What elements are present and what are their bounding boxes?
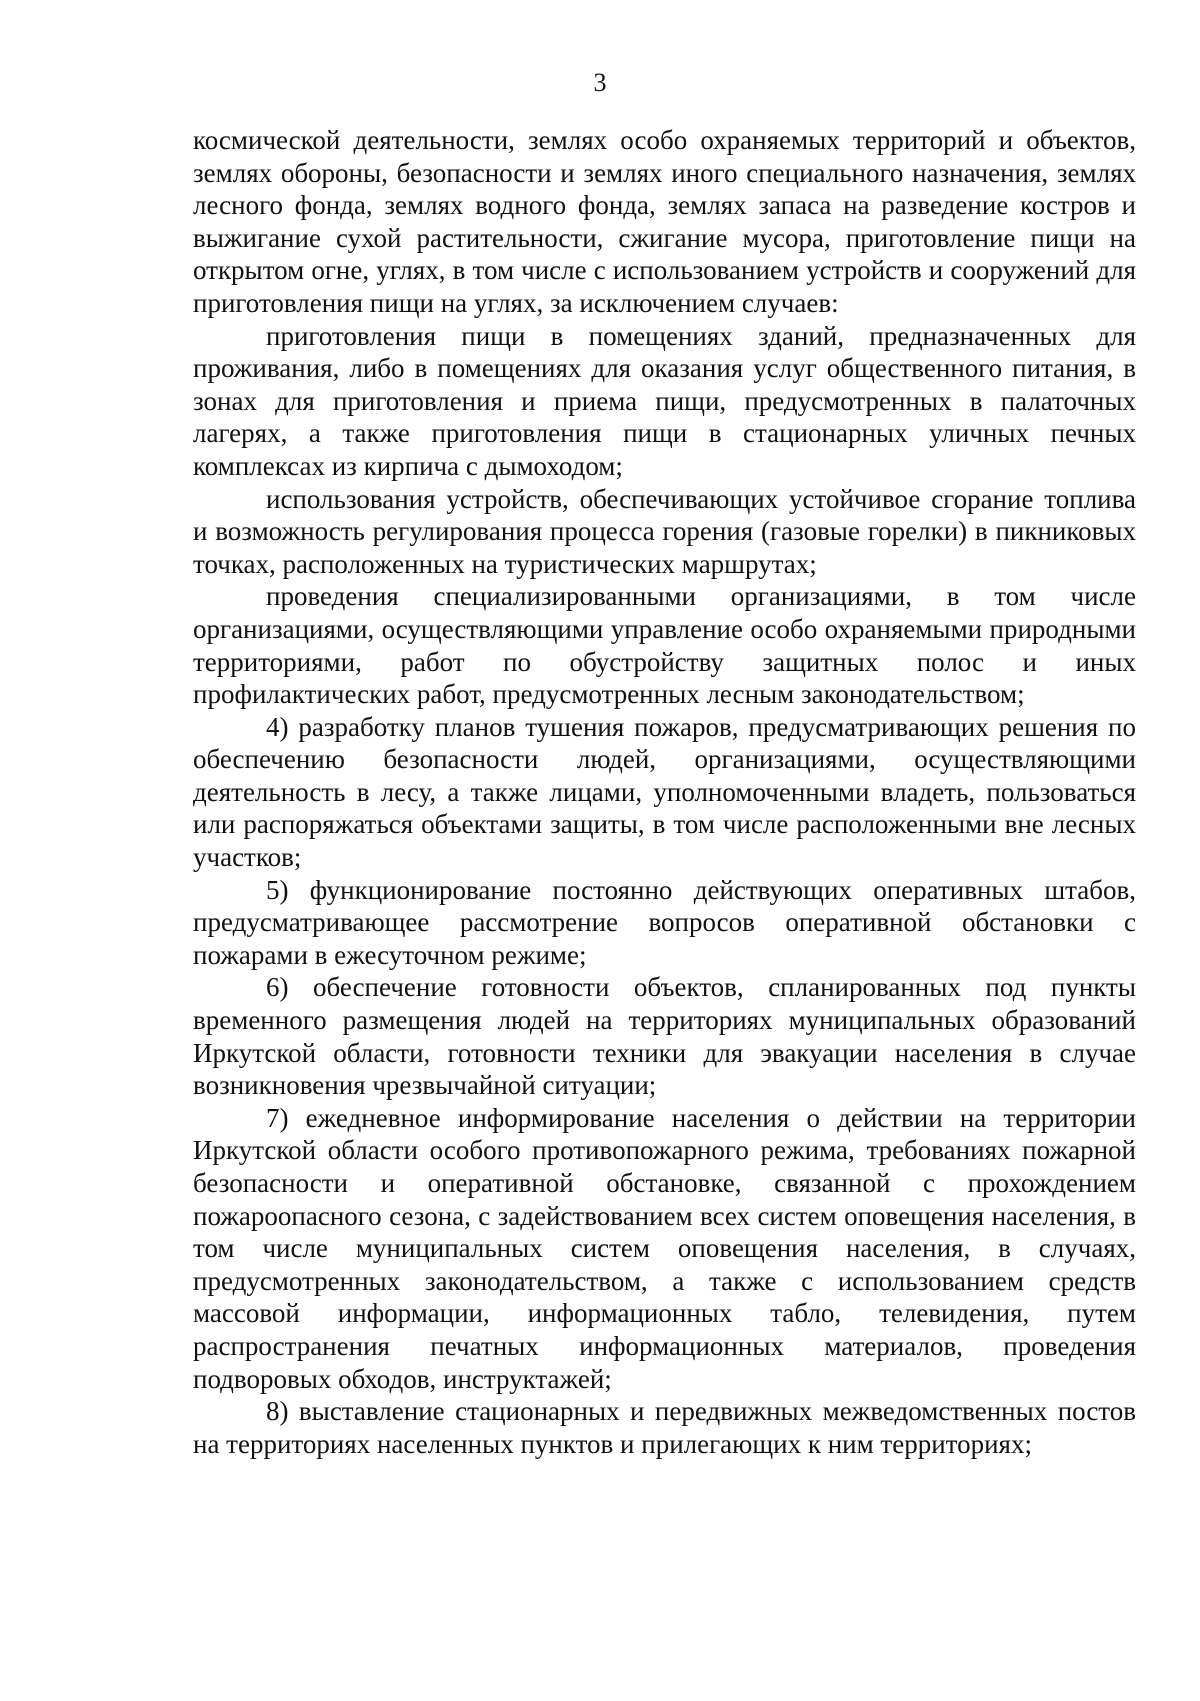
paragraph-item-7: 7) ежедневное информирование населения о действии на территории Иркутской области особого противопожарного режима, требованиях пожарной безопасности и оперативной обстановке, связанной с прохождением пожароопасного сезона, с задействованием всех систем оповещения населения, в том числе муниципальных систем оповещения населения, в случаях, предусмотренных законодательством, а также с использованием средств массовой информации, информационных табло, телевидения, путем распространения печатных информационных материалов, проведения подворовых обходов, инструктажей; [193,1102,1136,1394]
paragraph-item-8: 8) выставление стационарных и передвижных межведомственных постов на территориях населенных пунктов и прилегающих к ним территориях; [193,1396,1136,1459]
document-body [193,124,1136,1460]
paragraph-item-4: 4) разработку планов тушения пожаров, предусматривающих решения по обеспечению безопасности людей, организациями, осуществляющими деятельность в лесу, а также лицами, уполномоченными владеть, пользоваться или распоряжаться объектами защиты, в том числе расположенными вне лесных участков; [193,711,1136,873]
paragraph-gas-burners: использования устройств, обеспечивающих устойчивое сгорание топлива и возможность регулирования процесса горения (газовые горелки) в пикниковых точках, расположенных на туристических маршрутах; [193,483,1136,579]
paragraph-continuation: космической деятельности, землях особо охраняемых территорий и объектов, землях обороны, безопасности и землях иного специального назначения, землях лесного фонда, землях водного фонда, землях запаса на разведение костров и выжигание сухой растительности, сжигание мусора, приготовление пищи на открытом огне, углях, в том числе с использованием устройств и сооружений для приготовления пищи на углях, за исключением случаев: [193,125,1136,318]
paragraph-item-6: 6) обеспечение готовности объектов, спланированных под пункты временного размещения людей на территориях муниципальных образований Иркутской области, готовности техники для эвакуации населения в случае возникновения чрезвычайной ситуации; [193,972,1136,1101]
paragraph-cooking-indoors: приготовления пищи в помещениях зданий, предназначенных для проживания, либо в помещениях для оказания услуг общественного питания, в зонах для приготовления и приема пищи, предусмотренных в палаточных лагерях, а также приготовления пищи в стационарных уличных печных комплексах из кирпича с дымоходом; [193,320,1136,481]
paragraph-item-5: 5) функционирование постоянно действующих оперативных штабов, предусматривающее рассмотрение вопросов оперативной обстановки с пожарами в ежесуточном режиме; [193,874,1136,970]
page-number: 3 [593,68,607,97]
paragraph-protective-strips: проведения специализированными организациями, в том числе организациями, осуществляющими управление особо охраняемыми природными территориями, работ по обустройству защитных полос и иных профилактических работ, предусмотренных лесным законодательством; [193,581,1136,710]
